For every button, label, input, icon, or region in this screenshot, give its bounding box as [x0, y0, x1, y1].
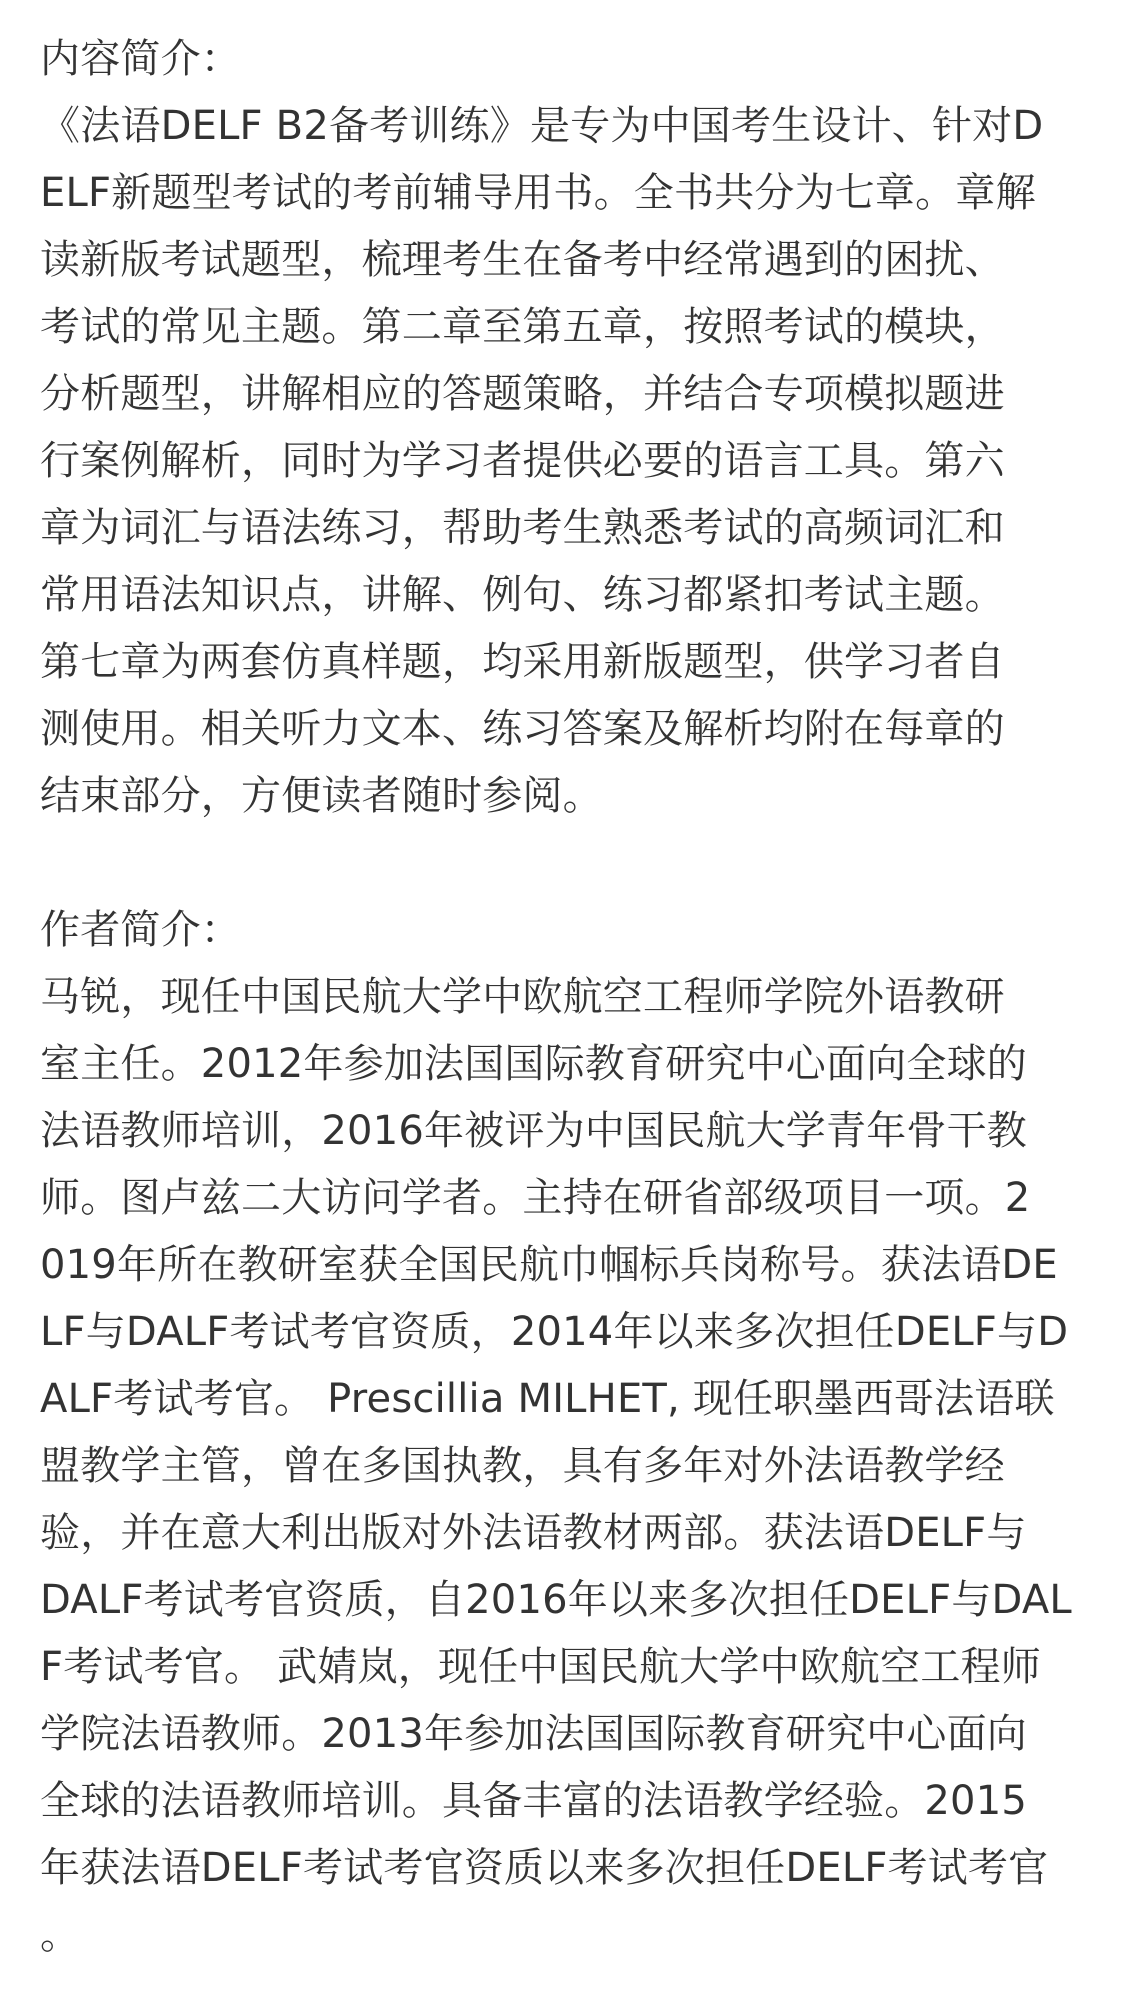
author-line: 学院法语教师。2013年参加法国国际教育研究中心面向 — [40, 1711, 1027, 1757]
author-line: 室主任。2012年参加法国国际教育研究中心面向全球的 — [40, 1041, 1027, 1087]
author-line: ALF考试考官。 Prescillia MILHET, 现任职墨西哥法语联 — [40, 1376, 1055, 1422]
author-line: DALF考试考官资质，自2016年以来多次担任DELF与DAL — [40, 1577, 1072, 1623]
section-gap — [40, 830, 1090, 897]
intro-line: 考试的常见主题。第二章至第五章，按照考试的模块， — [40, 304, 1005, 350]
author-line: F考试考官。 武婧岚，现任中国民航大学中欧航空工程师 — [40, 1644, 1041, 1690]
author-line: LF与DALF考试考官资质，2014年以来多次担任DELF与D — [40, 1309, 1069, 1355]
intro-line: 读新版考试题型，梳理考生在备考中经常遇到的困扰、 — [40, 237, 1005, 283]
intro-heading: 内容简介： — [40, 36, 241, 82]
author-line: 马锐，现任中国民航大学中欧航空工程师学院外语教研 — [40, 974, 1005, 1020]
author-line: 法语教师培训，2016年被评为中国民航大学青年骨干教 — [40, 1108, 1027, 1154]
author-heading: 作者简介： — [40, 907, 241, 953]
intro-line: 第七章为两套仿真样题，均采用新版题型，供学习者自 — [40, 639, 1005, 685]
intro-line: ELF新题型考试的考前辅导用书。全书共分为七章。章解 — [40, 170, 1036, 216]
author-line: 年获法语DELF考试考官资质以来多次担任DELF考试考官 — [40, 1845, 1049, 1891]
document-body — [40, 26, 1090, 1969]
author-line: 盟教学主管，曾在多国执教，具有多年对外法语教学经 — [40, 1443, 1005, 1489]
author-paragraph — [40, 964, 1090, 1969]
intro-line: 章为词汇与语法练习，帮助考生熟悉考试的高频词汇和 — [40, 505, 1005, 551]
author-line: 。 — [40, 1912, 81, 1958]
intro-paragraph — [40, 93, 1090, 830]
author-line: 师。图卢兹二大访问学者。主持在研省部级项目一项。2 — [40, 1175, 1031, 1221]
author-line: 019年所在教研室获全国民航巾帼标兵岗称号。获法语DE — [40, 1242, 1058, 1288]
author-line: 全球的法语教师培训。具备丰富的法语教学经验。2015 — [40, 1778, 1027, 1824]
intro-line: 行案例解析，同时为学习者提供必要的语言工具。第六 — [40, 438, 1005, 484]
intro-line: 常用语法知识点，讲解、例句、练习都紧扣考试主题。 — [40, 572, 1005, 618]
author-line: 验，并在意大利出版对外法语教材两部。获法语DELF与 — [40, 1510, 1027, 1556]
intro-line: 测使用。相关听力文本、练习答案及解析均附在每章的 — [40, 706, 1005, 752]
intro-line: 分析题型，讲解相应的答题策略，并结合专项模拟题进 — [40, 371, 1005, 417]
intro-line: 结束部分，方便读者随时参阅。 — [40, 773, 603, 819]
intro-line: 《法语DELF B2备考训练》是专为中国考生设计、针对D — [40, 103, 1044, 149]
